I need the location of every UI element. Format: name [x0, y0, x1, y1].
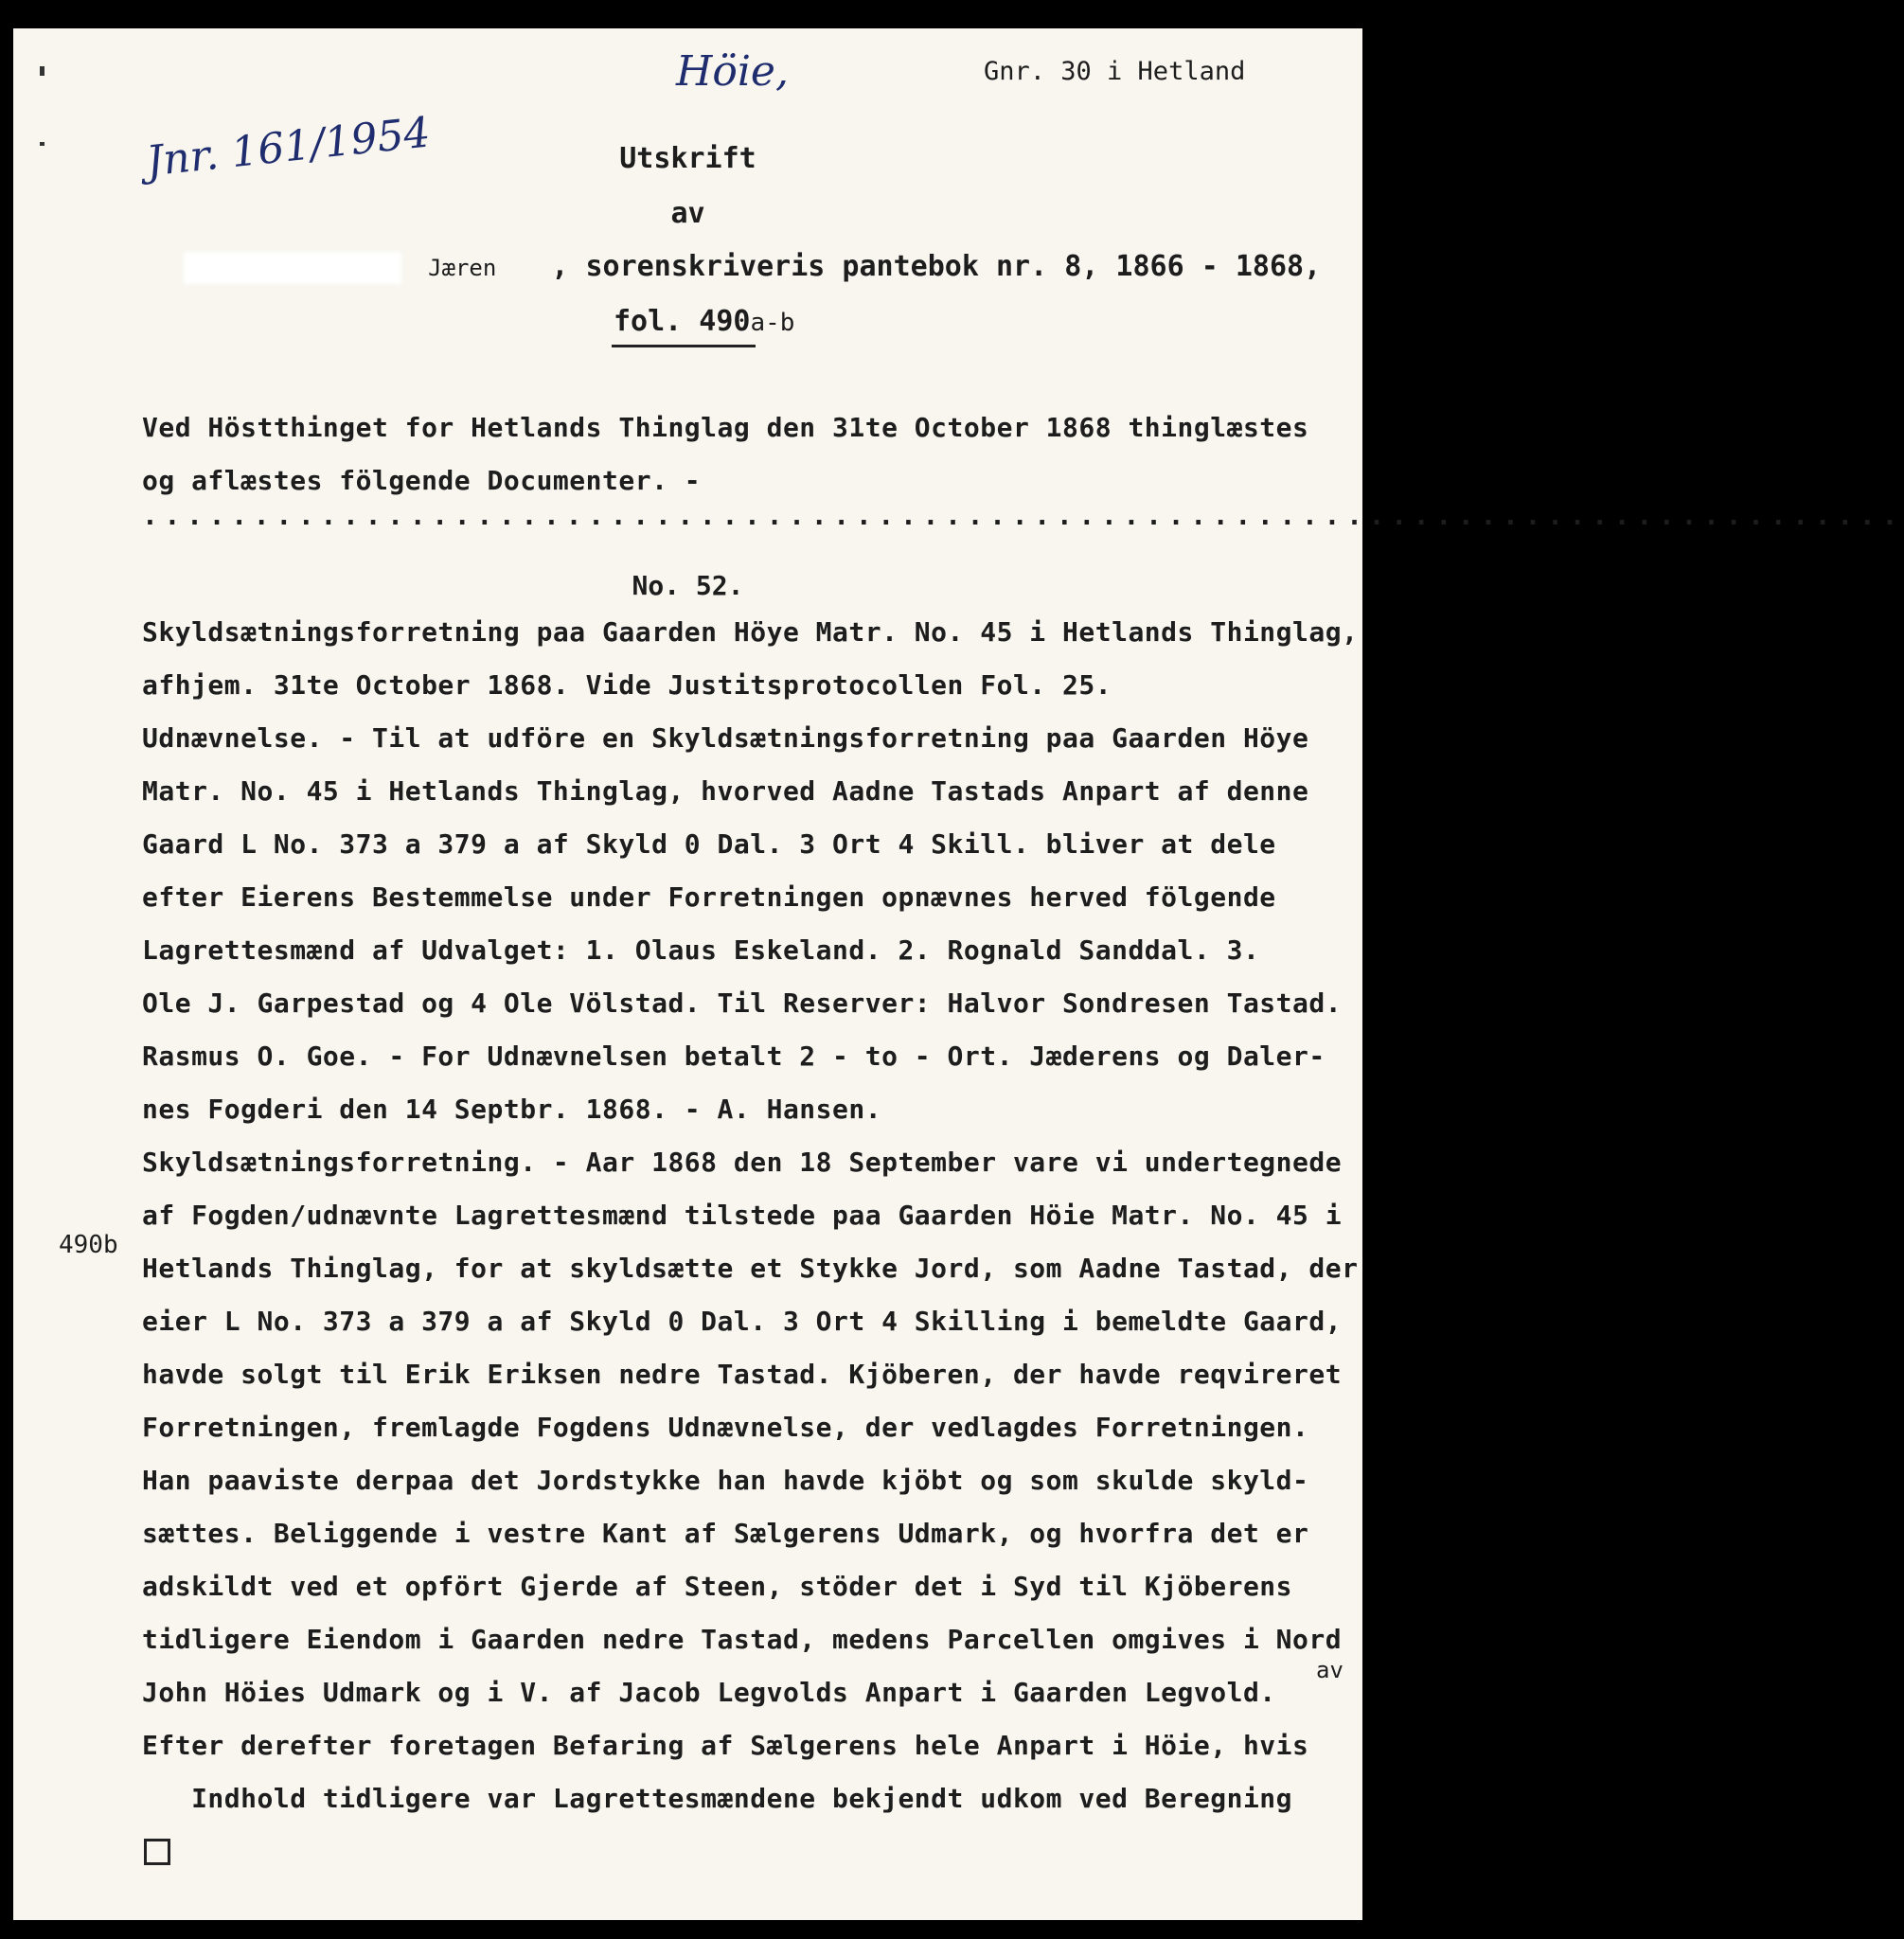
text-line: Forretningen, fremlagde Fogdens Udnævnelse, der vedlagdes Forretningen. — [142, 1412, 1309, 1443]
handwritten-name: Höie, — [676, 47, 789, 96]
title-connector: av — [670, 197, 705, 230]
document-page — [13, 28, 1904, 1920]
text-line: Han paaviste derpaa det Jordstykke han havde kjöbt og som skulde skyld- — [142, 1465, 1309, 1496]
document-title: Utskrift — [619, 142, 756, 175]
property-reference: Gnr. 30 i Hetland — [984, 57, 1246, 86]
source-description: , sorenskriveris pantebok nr. 8, 1866 - 1868, — [551, 250, 1322, 283]
text-line: Skyldsætningsforretning paa Gaarden Höye Matr. No. 45 i Hetlands Thinglag, — [142, 616, 1359, 648]
redaction-box — [184, 252, 401, 284]
text-line: tidligere Eiendom i Gaarden nedre Tastad, medens Parcellen omgives i Nord — [142, 1624, 1343, 1655]
margin-folio-note: 490b — [59, 1231, 118, 1259]
document-number: No. 52. — [632, 570, 744, 601]
text-line: Ole J. Garpestad og 4 Ole Völstad. Til Reserver: Halvor Sondresen Tastad. — [142, 987, 1343, 1019]
checkbox-mark — [144, 1839, 170, 1865]
text-line: efter Eierens Bestemmelse under Forretningen opnævnes herved fölgende — [142, 881, 1276, 913]
text-line: Matr. No. 45 i Hetlands Thinglag, hvorved Aadne Tastads Anpart af denne — [142, 775, 1309, 807]
text-line: Rasmus O. Goe. - For Udnævnelsen betalt 2 - to - Ort. Jæderens og Daler- — [142, 1041, 1326, 1072]
folio-reference — [614, 305, 794, 338]
text-line: Gaard L No. 373 a 379 a af Skyld 0 Dal. 3 Ort 4 Skill. bliver at dele — [142, 828, 1276, 860]
margin-mark — [40, 66, 44, 76]
text-line: Indhold tidligere var Lagrettesmændene bekjendt udkom ved Beregning — [142, 1783, 1293, 1814]
intro-paragraph — [142, 401, 1344, 507]
source-line — [184, 250, 1321, 284]
text-line: havde solgt til Erik Eriksen nedre Tastad. Kjöberen, der havde reqvireret — [142, 1359, 1343, 1390]
margin-continuation-note: av — [1316, 1657, 1343, 1683]
text-line: adskildt ved et opfört Gjerde af Steen, stöder det i Syd til Kjöberens — [142, 1571, 1293, 1602]
text-line: Udnævnelse. - Til at udföre en Skyldsætningsforretning paa Gaarden Höye — [142, 722, 1309, 754]
folio-underline — [612, 345, 756, 347]
text-line: af Fogden/udnævnte Lagrettesmænd tilstede paa Gaarden Höie Matr. No. 45 i — [142, 1200, 1343, 1231]
text-line: Hetlands Thinglag, for at skyldsætte et Stykke Jord, som Aadne Tastad, der — [142, 1253, 1359, 1284]
text-line: John Höies Udmark og i V. af Jacob Legvolds Anpart i Gaarden Legvold. — [142, 1677, 1276, 1708]
folio-suffix: a-b — [750, 309, 795, 337]
dotted-separator: ............................................................................... — [142, 500, 1904, 531]
text-line: sættes. Beliggende i vestre Kant af Sælgerens Udmark, og hvorfra det er — [142, 1518, 1309, 1549]
district-name: Jæren — [428, 255, 497, 281]
text-line: og aflæstes fölgende Documenter. - — [142, 465, 702, 496]
text-line: Efter derefter foretagen Befaring af Sælgerens hele Anpart i Höie, hvis — [142, 1730, 1309, 1761]
text-line: nes Fogderi den 14 Septbr. 1868. - A. Hansen. — [142, 1094, 882, 1125]
folio-label: fol. 490 — [614, 305, 751, 338]
document-body — [142, 606, 1359, 1825]
text-line: Lagrettesmænd af Udvalget: 1. Olaus Eskeland. 2. Rognald Sanddal. 3. — [142, 934, 1260, 966]
text-line: Ved Höstthinget for Hetlands Thinglag den 31te October 1868 thinglæstes — [142, 412, 1309, 443]
text-line: Skyldsætningsforretning. - Aar 1868 den 18 September vare vi undertegnede — [142, 1147, 1343, 1178]
handwritten-journal-number: Jnr. 161/1954 — [144, 108, 433, 187]
text-line: eier L No. 373 a 379 a af Skyld 0 Dal. 3 Ort 4 Skilling i bemeldte Gaard, — [142, 1306, 1343, 1337]
text-line: afhjem. 31te October 1868. Vide Justitsprotocollen Fol. 25. — [142, 669, 1112, 701]
